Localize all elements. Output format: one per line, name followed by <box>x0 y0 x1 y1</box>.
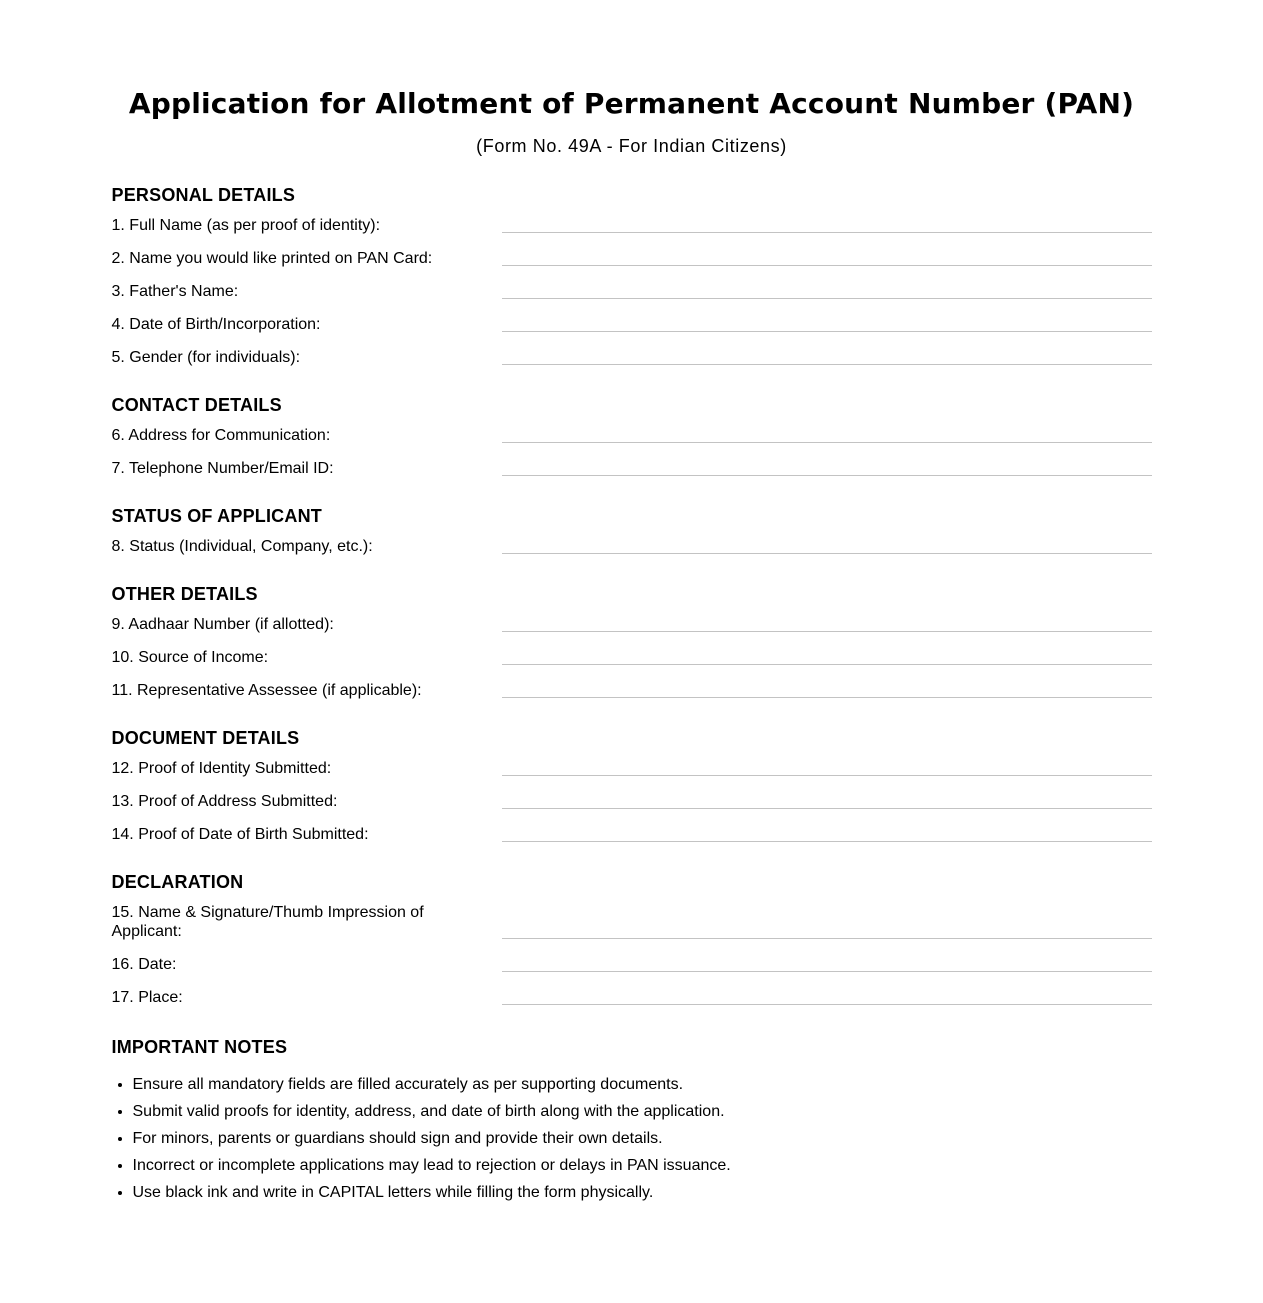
form-field-row <box>112 792 1152 811</box>
important-notes-section <box>112 1037 1152 1202</box>
section-heading: STATUS OF APPLICANT <box>111 506 322 526</box>
field-label: 5. Gender (for individuals): <box>111 349 301 366</box>
field-label: 17. Place: <box>111 989 183 1006</box>
field-label: 10. Source of Income: <box>111 649 269 666</box>
form-field-row <box>112 825 1152 844</box>
form-field-row <box>112 681 1152 700</box>
field-input-line <box>502 553 1152 554</box>
form-section <box>112 872 1152 1007</box>
form-body <box>112 185 1152 1007</box>
note-item: • Submit valid proofs for identity, address, and date of birth along with the application. <box>133 1103 1152 1121</box>
section-heading: CONTACT DETAILS <box>111 395 282 415</box>
field-input-line <box>502 442 1152 443</box>
form-field-row <box>112 282 1152 301</box>
field-input-line <box>502 775 1152 776</box>
form-field-row <box>112 648 1152 667</box>
form-field-row <box>112 955 1152 974</box>
form-field-row <box>112 216 1152 235</box>
form-field-row <box>112 249 1152 268</box>
form-section <box>112 584 1152 700</box>
notes-heading: IMPORTANT NOTES <box>111 1037 288 1057</box>
field-input-line <box>502 631 1152 632</box>
field-input-line <box>502 971 1152 972</box>
form-field-row <box>112 315 1152 334</box>
field-label: 13. Proof of Address Submitted: <box>111 793 338 810</box>
form-section <box>112 728 1152 844</box>
section-heading: PERSONAL DETAILS <box>111 185 296 205</box>
field-input-line <box>502 298 1152 299</box>
field-label: 1. Full Name (as per proof of identity): <box>111 217 381 234</box>
field-label: 8. Status (Individual, Company, etc.): <box>111 538 373 555</box>
form-field-row <box>112 615 1152 634</box>
form-section <box>112 185 1152 367</box>
field-input-line <box>502 938 1152 939</box>
field-label: 2. Name you would like printed on PAN Card: <box>111 250 433 267</box>
pan-application-form <box>112 0 1152 1202</box>
field-label: 15. Name & Signature/Thumb Impression of Applicant: <box>111 904 424 940</box>
field-input-line <box>502 364 1152 365</box>
field-label: 11. Representative Assessee (if applicable): <box>111 682 422 699</box>
form-section <box>112 506 1152 556</box>
section-heading: OTHER DETAILS <box>111 584 258 604</box>
form-field-row <box>112 759 1152 778</box>
note-item: • For minors, parents or guardians should sign and provide their own details. <box>133 1130 1152 1148</box>
notes-list <box>112 1076 1152 1202</box>
form-field-row <box>112 537 1152 556</box>
field-label: 9. Aadhaar Number (if allotted): <box>111 616 334 633</box>
field-input-line <box>502 265 1152 266</box>
field-label: 4. Date of Birth/Incorporation: <box>111 316 321 333</box>
field-input-line <box>502 331 1152 332</box>
form-field-row <box>112 903 1152 941</box>
field-input-line <box>502 841 1152 842</box>
field-input-line <box>502 475 1152 476</box>
note-item: • Use black ink and write in CAPITAL letters while filling the form physically. <box>133 1184 1152 1202</box>
form-section <box>112 395 1152 478</box>
field-input-line <box>502 808 1152 809</box>
note-item: • Ensure all mandatory fields are filled accurately as per supporting documents. <box>133 1076 1152 1094</box>
section-heading: DECLARATION <box>111 872 244 892</box>
field-input-line <box>502 664 1152 665</box>
form-field-row <box>112 426 1152 445</box>
field-label: 6. Address for Communication: <box>111 427 331 444</box>
form-field-row <box>112 459 1152 478</box>
field-input-line <box>502 232 1152 233</box>
form-field-row <box>112 348 1152 367</box>
field-label: 14. Proof of Date of Birth Submitted: <box>111 826 369 843</box>
field-label: 7. Telephone Number/Email ID: <box>111 460 334 477</box>
form-field-row <box>112 988 1152 1007</box>
field-label: 16. Date: <box>111 956 177 973</box>
form-subtitle: (Form No. 49A - For Indian Citizens) <box>476 136 787 156</box>
section-heading: DOCUMENT DETAILS <box>111 728 300 748</box>
field-input-line <box>502 1004 1152 1005</box>
note-item: • Incorrect or incomplete applications may lead to rejection or delays in PAN issuance. <box>133 1157 1152 1175</box>
field-label: 12. Proof of Identity Submitted: <box>111 760 332 777</box>
field-input-line <box>502 697 1152 698</box>
field-label: 3. Father's Name: <box>111 283 239 300</box>
form-title: Application for Allotment of Permanent Account Number (PAN) <box>128 87 1135 120</box>
